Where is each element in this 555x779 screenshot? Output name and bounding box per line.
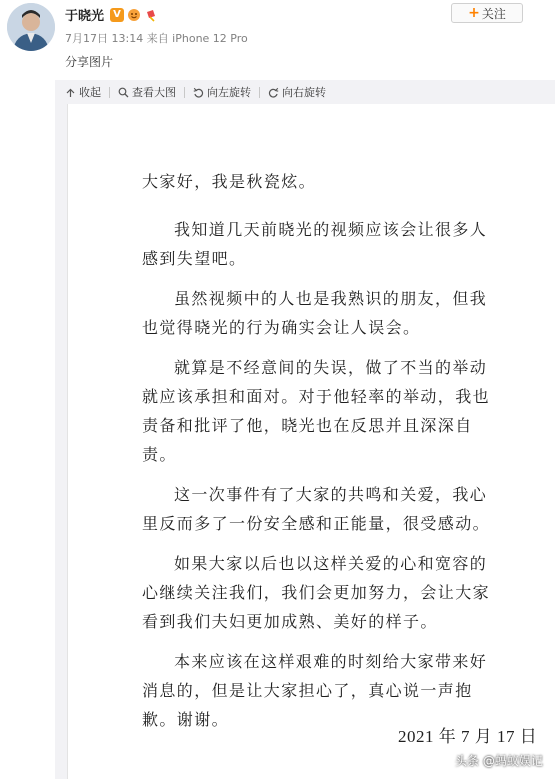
username[interactable] [65, 5, 158, 24]
toolbar-divider [259, 87, 260, 98]
collapse-button[interactable] [65, 84, 101, 100]
rotate-right-label: 向右旋转 [282, 86, 326, 99]
post-header [0, 0, 555, 80]
collapse-icon [65, 87, 76, 98]
toolbar-divider [109, 87, 110, 98]
letter-paragraph: 如果大家以后也以这样关爱的心和宽容的心继续关注我们，我们会更加努力，会让大家看到我们夫妇更加成熟、美好的样子。 [142, 554, 491, 631]
toolbar-divider [184, 87, 185, 98]
letter-date: 2021 年 7 月 17 日 [398, 727, 538, 746]
badges [110, 8, 158, 22]
follow-label: 关注 [481, 6, 506, 21]
rotate-right-icon [268, 87, 279, 98]
letter-paragraph: 这一次事件有了大家的共鸣和关爱，我心里反而多了一份安全感和正能量，很受感动。 [142, 485, 491, 533]
follow-button[interactable] [451, 3, 523, 23]
post-meta: 7月17日 13:14 来自 iPhone 12 Pro [65, 32, 248, 45]
post-image-viewer[interactable] [55, 104, 555, 779]
watermark: 头条 @蚂蚁娱记 [455, 754, 543, 768]
rotate-right-button[interactable] [268, 84, 326, 100]
verified-v-badge: V [110, 8, 124, 22]
letter-image[interactable] [67, 104, 555, 779]
rotate-left-button[interactable] [193, 84, 251, 100]
rotate-left-label: 向左旋转 [207, 86, 251, 99]
emoji-badge [144, 8, 158, 22]
letter-paragraph: 虽然视频中的人也是我熟识的朋友，但我也觉得晓光的行为确实会让人误会。 [142, 289, 488, 337]
letter-body [142, 167, 502, 745]
rotate-left-icon [193, 87, 204, 98]
letter-paragraph: 本来应该在这样艰难的时刻给大家带来好消息的，但是让大家担心了，真心说一声抱歉。谢谢。 [142, 652, 488, 729]
view-large-label: 查看大图 [132, 86, 176, 99]
letter-paragraph: 我知道几天前晓光的视频应该会让很多人感到失望吧。 [142, 220, 488, 268]
image-toolbar [55, 80, 555, 104]
avatar[interactable] [7, 3, 55, 51]
member-badge [127, 8, 141, 22]
post-text: 分享图片 [65, 55, 114, 69]
letter-paragraph: 就算是不经意间的失误，做了不当的举动就应该承担和面对。对于他轻率的举动，我也责备和批评了他，晓光也在反思并且深深自责。 [142, 358, 491, 464]
magnifier-icon [118, 87, 129, 98]
view-large-button[interactable] [118, 84, 176, 100]
collapse-label: 收起 [79, 86, 101, 99]
username-text[interactable]: 于晓光 [65, 9, 105, 24]
letter-greeting: 大家好，我是秋瓷炫。 [142, 172, 317, 191]
plus-icon: + [468, 5, 480, 21]
